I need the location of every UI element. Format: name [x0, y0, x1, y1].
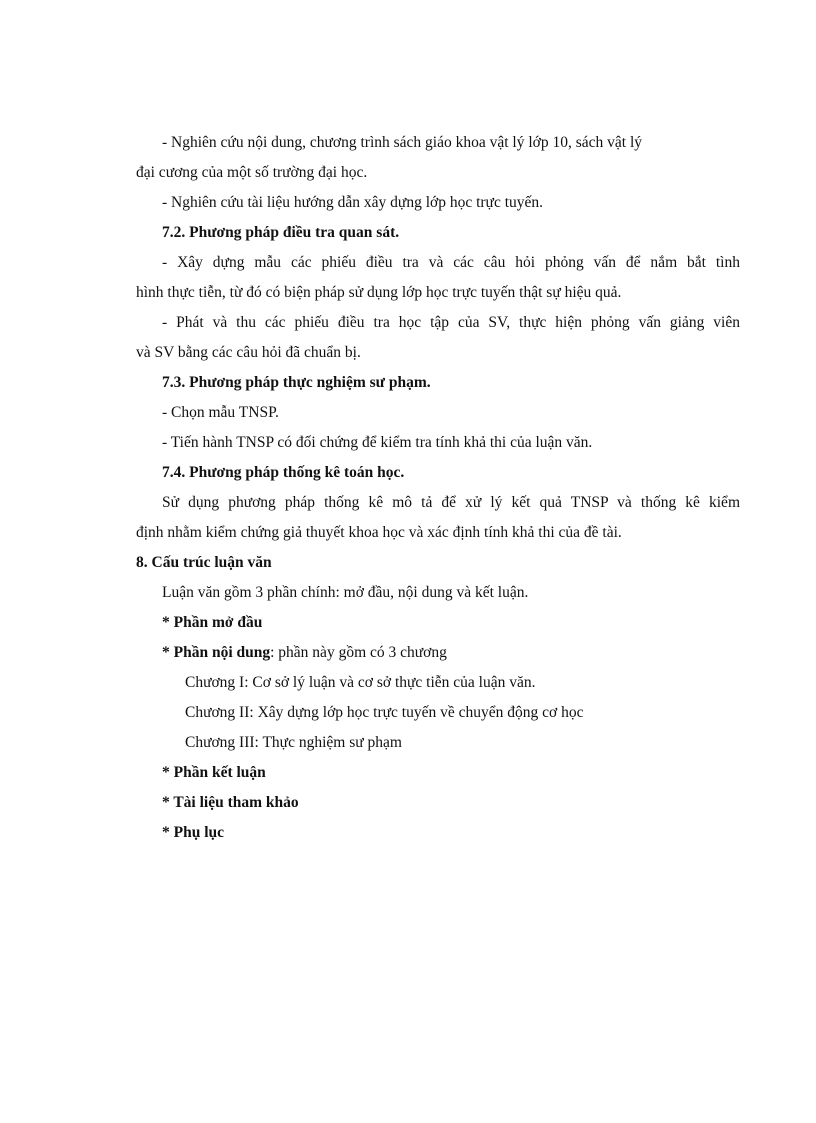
- survey-heading: 7.2. Phương pháp điều tra quan sát.: [162, 224, 400, 241]
- statistics-text-line-2: định nhằm kiểm chứng giả thuyết khoa học và xác định tính khả thi của đề tài.: [136, 524, 622, 541]
- structure-appendix: * Phụ lục: [162, 824, 225, 841]
- experiment-item-2: - Tiến hành TNSP có đối chứng để kiểm tra tính khả thi của luận văn.: [162, 434, 593, 451]
- chapter-3: Chương III: Thực nghiệm sư phạm: [185, 734, 402, 751]
- experiment-item-1: - Chọn mẫu TNSP.: [162, 404, 279, 421]
- survey-item-2-line-1: - Phát và thu các phiếu điều tra học tập của SV, thực hiện phỏng vấn giảng viên: [162, 314, 740, 331]
- structure-references: * Tài liệu tham khảo: [162, 794, 299, 811]
- structure-conclusion: * Phần kết luận: [162, 764, 266, 781]
- statistics-heading: 7.4. Phương pháp thống kê toán học.: [162, 464, 405, 481]
- chapter-2: Chương II: Xây dựng lớp học trực tuyến về chuyển động cơ học: [185, 704, 584, 721]
- structure-heading: 8. Cấu trúc luận văn: [136, 554, 272, 571]
- structure-content-label: * Phần nội dung: [162, 644, 271, 661]
- theory-item-1-line-2: đại cương của một số trường đại học.: [136, 164, 368, 181]
- experiment-heading: 7.3. Phương pháp thực nghiệm sư phạm.: [162, 374, 431, 391]
- chapter-1: Chương I: Cơ sở lý luận và cơ sở thực tiễn của luận văn.: [185, 674, 536, 691]
- structure-intro: Luận văn gồm 3 phần chính: mở đầu, nội dung và kết luận.: [162, 584, 529, 601]
- theory-item-2: - Nghiên cứu tài liệu hướng dẫn xây dựng lớp học trực tuyến.: [162, 194, 544, 211]
- structure-content: [162, 643, 447, 663]
- survey-item-1-line-2: hình thực tiễn, từ đó có biện pháp sử dụng lớp học trực tuyến thật sự hiệu quả.: [136, 284, 622, 301]
- survey-item-1-line-1: - Xây dựng mẫu các phiếu điều tra và các câu hỏi phỏng vấn để nắm bắt tình: [162, 254, 740, 271]
- survey-item-2-line-2: và SV bằng các câu hỏi đã chuẩn bị.: [136, 344, 361, 361]
- theory-item-1-line-1: - Nghiên cứu nội dung, chương trình sách giáo khoa vật lý lớp 10, sách vật lý: [162, 134, 643, 151]
- structure-opening: * Phần mở đầu: [162, 614, 263, 631]
- statistics-text-line-1: Sử dụng phương pháp thống kê mô tả để xử lý kết quả TNSP và thống kê kiểm: [162, 494, 740, 511]
- structure-content-desc: : phần này gồm có 3 chương: [270, 644, 447, 661]
